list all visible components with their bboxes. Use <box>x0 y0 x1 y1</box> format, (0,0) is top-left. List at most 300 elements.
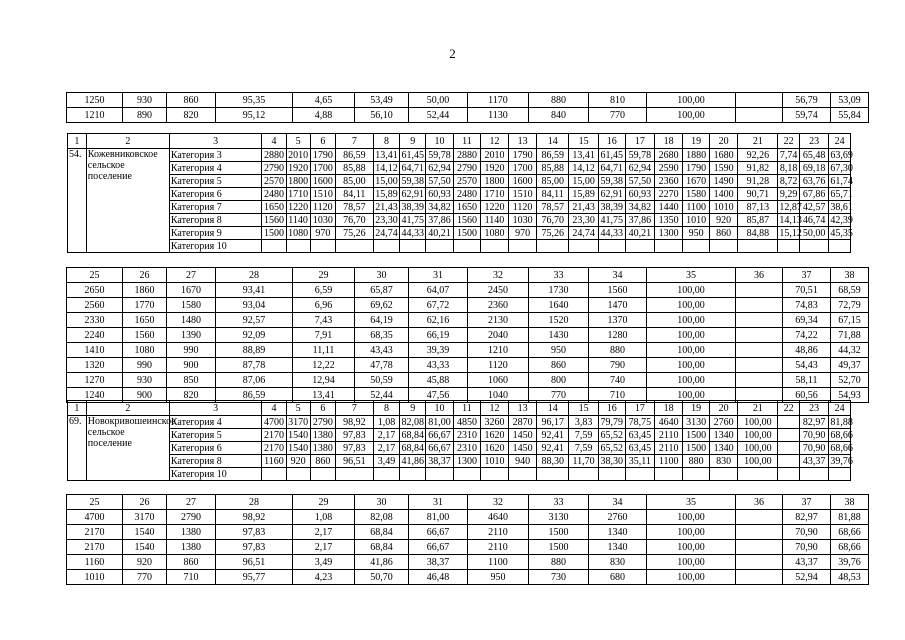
table-cell: 1120 <box>310 201 335 214</box>
table-cell: 1650 <box>454 201 481 214</box>
table-cell: 830 <box>710 455 738 468</box>
table-cell: 43,37 <box>799 455 828 468</box>
table-cell: 87,78 <box>216 358 293 373</box>
table-cell: 2110 <box>468 525 529 540</box>
table-cell: 2170 <box>262 429 286 442</box>
table-cell: 35,11 <box>625 455 654 468</box>
table-cell: 2,17 <box>373 442 400 455</box>
header-cell: 30 <box>355 495 409 510</box>
table-cell: 93,41 <box>216 283 293 298</box>
table-row <box>67 373 869 388</box>
table-cell: 1580 <box>683 188 710 201</box>
header-cell: 5 <box>286 134 310 149</box>
table-cell: 4850 <box>454 416 481 429</box>
table-cell: 43,33 <box>409 358 468 373</box>
table-cell: 100,00 <box>647 283 736 298</box>
table-cell: 44,33 <box>598 227 625 240</box>
table-cell: 78,57 <box>336 201 374 214</box>
table-cell <box>736 313 783 328</box>
table-cell: 56,79 <box>783 93 831 108</box>
table-cell: 97,83 <box>216 540 293 555</box>
table-row <box>68 442 851 455</box>
header-cell: 15 <box>569 401 598 416</box>
table-cell: 71,88 <box>831 328 869 343</box>
continuation-table-top <box>66 92 869 123</box>
header-cell: 12 <box>480 401 508 416</box>
table-cell: 2360 <box>468 298 529 313</box>
table-cell <box>736 555 783 570</box>
header-cell: 10 <box>425 401 453 416</box>
table-cell: 95,12 <box>216 108 293 123</box>
header-cell: 16 <box>598 134 625 149</box>
table-cell: 1620 <box>480 442 508 455</box>
table-cell: 74,22 <box>783 328 831 343</box>
table-cell: 1880 <box>683 149 710 162</box>
table-cell: 970 <box>310 227 335 240</box>
table-cell: 68,84 <box>401 429 424 441</box>
table-cell: 84,11 <box>537 188 569 201</box>
header-cell: 12 <box>480 134 508 149</box>
header-cell: 32 <box>468 268 529 283</box>
header-cell: 33 <box>529 268 589 283</box>
header-cell: 19 <box>683 134 710 149</box>
table-cell: 84,11 <box>336 188 374 201</box>
header-cell: 2 <box>86 134 169 149</box>
table-cell <box>778 468 799 481</box>
table-cell: 95,35 <box>216 93 293 108</box>
table-row <box>67 510 869 525</box>
table-cell: 21,43 <box>373 201 400 214</box>
table-cell: 67,15 <box>831 313 869 328</box>
table-cell: 3130 <box>683 416 710 429</box>
header-cell: 1 <box>68 401 87 416</box>
table-cell: 62,91 <box>598 188 625 201</box>
header-cell: 26 <box>123 495 167 510</box>
table-cell: 67,72 <box>409 298 468 313</box>
table-cell: 38,30 <box>598 455 625 468</box>
table-cell <box>336 468 374 481</box>
table-cell: 770 <box>123 570 167 585</box>
table-cell: 730 <box>529 570 589 585</box>
table-cell: 52,70 <box>831 373 869 388</box>
table-cell: 13,41 <box>569 149 598 162</box>
header-cell: 24 <box>829 134 851 149</box>
table-cell: 2170 <box>67 540 123 555</box>
table-cell: 98,92 <box>336 416 374 429</box>
table-cell: 100,00 <box>738 429 778 442</box>
table-cell: 81,00 <box>425 416 453 429</box>
table-cell: 88,89 <box>216 343 293 358</box>
table-cell: 100,00 <box>738 416 778 429</box>
table-cell <box>778 455 799 468</box>
table-cell: 81,88 <box>831 510 869 525</box>
table-cell: 990 <box>167 343 216 358</box>
header-cell: 18 <box>655 134 683 149</box>
table-cell <box>736 343 783 358</box>
table-cell: 7,59 <box>569 442 598 455</box>
table-cell: 1380 <box>167 525 216 540</box>
table-cell: 1600 <box>509 175 537 188</box>
table-cell: 66,67 <box>409 540 468 555</box>
table-cell: 47,78 <box>355 358 409 373</box>
table-cell: 70,90 <box>799 442 828 455</box>
table-cell: 880 <box>589 343 647 358</box>
header-cell: 3 <box>169 401 262 416</box>
table-cell: 1100 <box>655 455 683 468</box>
table-cell <box>736 108 783 123</box>
table-cell: 1790 <box>310 149 335 162</box>
table-cell: 930 <box>123 93 167 108</box>
table-row <box>68 468 851 481</box>
table-cell: 1500 <box>683 442 710 455</box>
table-cell: 100,00 <box>647 510 736 525</box>
table-cell: 60,93 <box>425 188 453 201</box>
table-cell: 74,83 <box>783 298 831 313</box>
table-cell: 91,82 <box>738 162 778 175</box>
table-cell <box>598 240 625 253</box>
table-cell: 1790 <box>509 149 537 162</box>
table-cell: 1300 <box>454 455 481 468</box>
table-cell: 680 <box>589 570 647 585</box>
table-cell: 69,34 <box>783 313 831 328</box>
table-cell: 48,53 <box>831 570 869 585</box>
table-cell: 23,30 <box>569 214 598 227</box>
header-cell: 15 <box>569 134 598 149</box>
header-cell: 11 <box>454 134 481 149</box>
table-cell: 70,51 <box>783 283 831 298</box>
header-cell: 6 <box>310 134 335 149</box>
header-cell: 18 <box>655 401 683 416</box>
table-row <box>68 162 851 175</box>
table-cell <box>829 468 851 481</box>
category-label: Категория 4 <box>169 416 262 429</box>
table-cell <box>829 240 851 253</box>
table-cell: 92,09 <box>216 328 293 343</box>
table-header-row <box>67 495 869 510</box>
table-cell: 8,18 <box>779 162 798 174</box>
table-cell: 1340 <box>710 442 738 455</box>
table-cell: 890 <box>123 108 167 123</box>
table-cell: 1010 <box>480 455 508 468</box>
header-cell: 22 <box>778 134 799 149</box>
table-cell: 1380 <box>310 442 335 455</box>
table-cell: 2110 <box>655 442 683 455</box>
table-cell: 1640 <box>529 298 589 313</box>
table-cell: 1380 <box>167 540 216 555</box>
table-cell: 2010 <box>480 149 508 162</box>
table-cell <box>598 468 625 481</box>
table-cell: 11,11 <box>293 343 355 358</box>
table-cell: 59,38 <box>401 175 424 187</box>
header-cell: 22 <box>778 401 799 416</box>
table-row <box>68 201 851 214</box>
row-number: 69. <box>68 416 87 481</box>
table-cell: 1650 <box>262 201 286 214</box>
header-cell: 27 <box>167 495 216 510</box>
header-cell: 30 <box>355 268 409 283</box>
table-cell <box>569 468 598 481</box>
table-cell: 64,71 <box>401 162 424 174</box>
table-cell: 52,44 <box>409 108 468 123</box>
table-cell: 1560 <box>589 283 647 298</box>
table-cell: 76,70 <box>537 214 569 227</box>
table-cell: 1350 <box>655 214 683 227</box>
table-cell: 100,00 <box>647 358 736 373</box>
table-cell: 6,96 <box>293 298 355 313</box>
header-cell: 32 <box>468 495 529 510</box>
table-cell: 57,50 <box>425 175 453 188</box>
table-cell: 2790 <box>454 162 481 175</box>
table-cell: 66,67 <box>425 429 453 442</box>
table-cell: 900 <box>167 358 216 373</box>
header-cell: 24 <box>829 401 851 416</box>
table-cell: 97,83 <box>216 525 293 540</box>
table-cell: 100,00 <box>738 442 778 455</box>
header-cell: 4 <box>262 134 286 149</box>
table-cell: 52,44 <box>355 388 409 403</box>
table-cell: 15,12 <box>779 227 802 239</box>
table-cell: 1400 <box>710 188 738 201</box>
table-cell: 1010 <box>710 201 738 214</box>
table-cell: 1540 <box>286 442 310 455</box>
table-cell: 85,00 <box>336 175 374 188</box>
table-cell: 1670 <box>167 283 216 298</box>
header-cell: 8 <box>373 134 400 149</box>
header-cell: 35 <box>647 495 736 510</box>
table-cell: 39,76 <box>830 455 853 467</box>
table-cell: 1340 <box>710 429 738 442</box>
table-cell: 82,08 <box>355 510 409 525</box>
table-cell <box>454 240 481 253</box>
settlement-name: Новокривошеинское сельское поселение <box>86 416 169 481</box>
table-cell: 49,37 <box>831 358 869 373</box>
table-cell: 88,30 <box>537 455 569 468</box>
table-header-row <box>68 401 851 416</box>
table-cell: 55,84 <box>831 108 869 123</box>
table-cell: 2450 <box>468 283 529 298</box>
table-cell: 2790 <box>310 416 335 429</box>
table-cell: 2760 <box>710 416 738 429</box>
table-row <box>67 343 869 358</box>
table-cell: 7,74 <box>779 149 798 161</box>
table-cell: 92,41 <box>537 429 569 442</box>
table-cell <box>454 468 481 481</box>
table-cell: 39,39 <box>409 343 468 358</box>
table-cell: 78,57 <box>537 201 569 214</box>
table-cell: 1920 <box>480 162 508 175</box>
table-cell: 68,84 <box>401 442 424 454</box>
table-cell <box>738 240 778 253</box>
table-cell <box>509 240 537 253</box>
table-cell: 92,57 <box>216 313 293 328</box>
table-cell: 40,21 <box>625 227 654 240</box>
table-cell: 65,48 <box>799 149 828 162</box>
table-cell: 1700 <box>509 162 537 175</box>
table-cell: 100,00 <box>647 328 736 343</box>
table-cell: 1340 <box>589 540 647 555</box>
table-cell: 46,48 <box>409 570 468 585</box>
table-cell: 66,67 <box>409 525 468 540</box>
header-cell: 11 <box>454 401 481 416</box>
table-cell: 24,74 <box>373 227 400 240</box>
table-cell: 97,83 <box>336 442 374 455</box>
table-cell: 1560 <box>454 214 481 227</box>
table-cell: 100,00 <box>647 343 736 358</box>
table-cell: 710 <box>167 570 216 585</box>
table-cell: 63,76 <box>799 175 828 188</box>
table-cell: 100,00 <box>738 455 778 468</box>
table-cell: 24,74 <box>569 227 598 240</box>
table-cell: 65,52 <box>598 429 625 442</box>
table-cell: 1790 <box>683 162 710 175</box>
header-cell: 29 <box>293 495 355 510</box>
table-cell: 85,88 <box>537 162 569 175</box>
table-cell: 1500 <box>683 429 710 442</box>
table-cell: 3170 <box>286 416 310 429</box>
table-cell: 100,00 <box>647 555 736 570</box>
table-cell: 68,66 <box>830 429 853 441</box>
table-cell: 1100 <box>683 201 710 214</box>
table-cell <box>799 240 828 253</box>
table-cell <box>625 240 654 253</box>
table-row <box>68 416 851 429</box>
header-cell: 3 <box>169 134 262 149</box>
table-cell: 68,84 <box>355 540 409 555</box>
table-cell: 37,86 <box>625 214 654 227</box>
table-cell: 1560 <box>262 214 286 227</box>
table-cell: 65,52 <box>598 442 625 455</box>
category-label: Категория 10 <box>169 468 262 481</box>
table-cell: 100,00 <box>647 298 736 313</box>
table-cell: 1120 <box>509 201 537 214</box>
table-cell: 920 <box>286 455 310 468</box>
table-cell: 1730 <box>529 283 589 298</box>
table-cell: 15,89 <box>373 188 400 201</box>
header-cell: 35 <box>647 268 736 283</box>
table-cell <box>373 468 400 481</box>
table-cell: 800 <box>529 373 589 388</box>
table-cell: 2760 <box>589 510 647 525</box>
table-cell: 52,94 <box>783 570 831 585</box>
table-cell: 100,00 <box>647 388 736 403</box>
table-row <box>68 429 851 442</box>
table-cell: 740 <box>589 373 647 388</box>
table-cell: 44,32 <box>831 343 869 358</box>
table-cell: 61,74 <box>830 175 853 187</box>
table-cell: 38,37 <box>425 455 453 468</box>
table-cell: 2130 <box>468 313 529 328</box>
table-cell <box>683 468 710 481</box>
table-cell: 58,11 <box>783 373 831 388</box>
table-cell: 60,93 <box>625 188 654 201</box>
table-row <box>68 227 851 240</box>
table-cell: 59,74 <box>783 108 831 123</box>
table-cell: 61,45 <box>401 149 424 161</box>
table-cell: 75,26 <box>537 227 569 240</box>
table-cell: 1250 <box>67 93 123 108</box>
table-cell: 1590 <box>710 162 738 175</box>
table-cell: 45,88 <box>409 373 468 388</box>
table-cell: 1680 <box>710 149 738 162</box>
table-cell: 2570 <box>262 175 286 188</box>
header-cell: 20 <box>710 134 738 149</box>
table-cell: 86,59 <box>537 149 569 162</box>
header-cell: 21 <box>738 134 778 149</box>
header-cell: 34 <box>589 268 647 283</box>
table-cell: 59,78 <box>625 149 654 162</box>
table-cell: 38,39 <box>598 201 625 214</box>
table-row <box>67 540 869 555</box>
header-cell: 20 <box>710 401 738 416</box>
table-cell: 790 <box>589 358 647 373</box>
table-cell: 81,00 <box>409 510 468 525</box>
table-cell: 13,41 <box>293 388 355 403</box>
settlement-table-novokrivosheinskoe <box>67 400 851 481</box>
table-cell: 1240 <box>67 388 123 403</box>
table-cell: 85,00 <box>537 175 569 188</box>
table-cell: 1030 <box>310 214 335 227</box>
header-cell: 25 <box>67 495 123 510</box>
table-cell <box>736 93 783 108</box>
table-cell: 1140 <box>480 214 508 227</box>
table-cell: 1440 <box>655 201 683 214</box>
table-cell: 91,28 <box>738 175 778 188</box>
table-cell: 2310 <box>454 429 481 442</box>
table-row <box>67 283 869 298</box>
table-cell: 3170 <box>123 510 167 525</box>
table-cell <box>262 468 286 481</box>
table-cell: 41,86 <box>355 555 409 570</box>
table-cell <box>480 240 508 253</box>
table-cell: 90,71 <box>738 188 778 201</box>
table-cell: 87,13 <box>738 201 778 214</box>
table-cell: 1450 <box>509 429 537 442</box>
header-cell: 4 <box>262 401 286 416</box>
table-cell: 50,00 <box>409 93 468 108</box>
table-cell: 100,00 <box>647 525 736 540</box>
table-cell: 1410 <box>67 343 123 358</box>
header-cell: 6 <box>310 401 335 416</box>
table-cell: 1220 <box>480 201 508 214</box>
table-cell: 87,06 <box>216 373 293 388</box>
table-cell: 50,59 <box>355 373 409 388</box>
table-cell: 1620 <box>480 429 508 442</box>
table-cell: 820 <box>167 388 216 403</box>
header-cell: 27 <box>167 268 216 283</box>
table-cell: 92,41 <box>537 442 569 455</box>
table-cell: 82,08 <box>401 416 424 428</box>
table-cell: 68,66 <box>831 540 869 555</box>
table-cell: 34,82 <box>425 201 453 214</box>
table-cell: 14,12 <box>569 162 598 175</box>
table-cell: 23,30 <box>373 214 400 227</box>
table-cell: 920 <box>123 555 167 570</box>
table-cell: 45,35 <box>830 227 853 239</box>
table-cell <box>778 442 799 455</box>
table-cell: 1500 <box>262 227 286 240</box>
table-cell: 2790 <box>167 510 216 525</box>
table-header-row <box>68 134 851 149</box>
table-cell: 1130 <box>468 108 529 123</box>
table-cell: 4700 <box>262 416 286 429</box>
table-cell: 82,97 <box>783 510 831 525</box>
table-cell: 41,86 <box>401 455 424 467</box>
table-cell: 100,00 <box>647 108 736 123</box>
header-cell: 36 <box>736 495 783 510</box>
header-cell: 28 <box>216 268 293 283</box>
table-cell: 15,00 <box>569 175 598 188</box>
table-cell <box>509 468 537 481</box>
